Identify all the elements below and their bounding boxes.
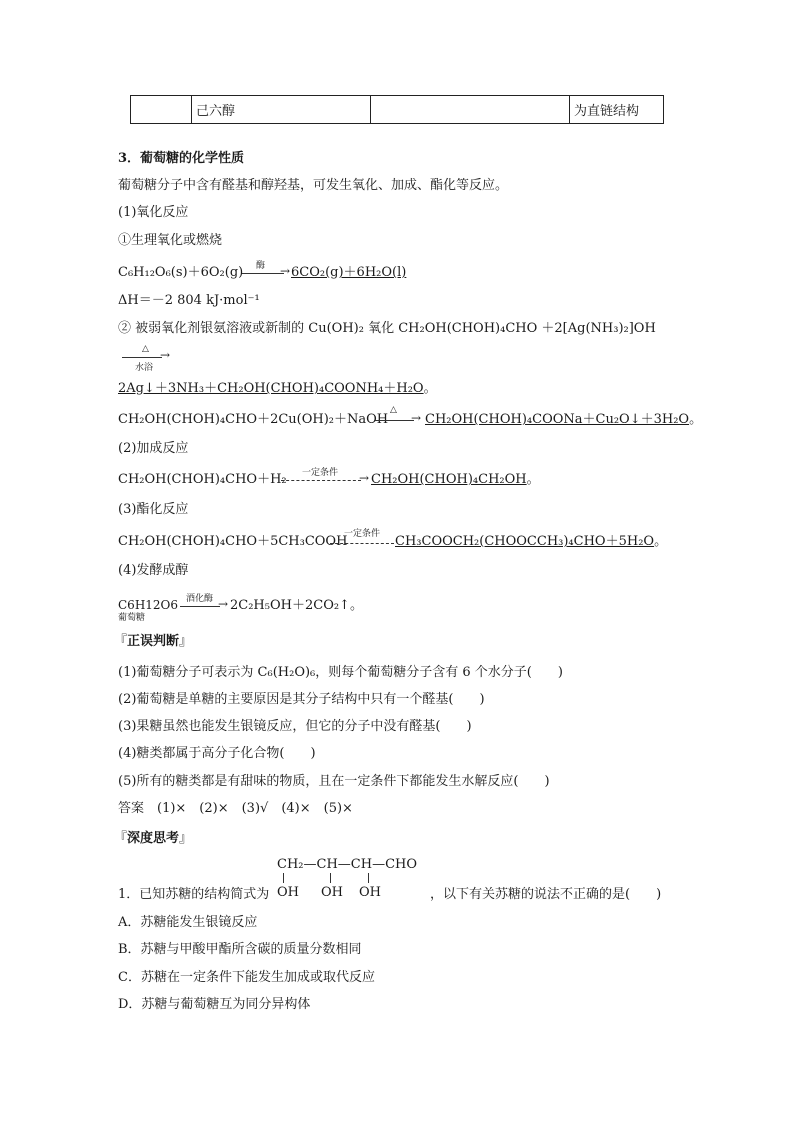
eq5-right: CH₃COOCH₂(CHOOCCH₃)₄CHO＋5H₂O: [395, 534, 655, 549]
table-cell-2: 己六醇: [192, 96, 371, 124]
deep-title: 『 深度思考 』: [114, 831, 192, 847]
struct-oh-2: OH: [321, 885, 343, 900]
eq6-condition: 酒化酶: [186, 594, 214, 604]
eq1-condition: 酶: [256, 261, 266, 271]
eq6-left: C6H12O6: [118, 598, 179, 612]
eq1-left: C₆H₁₂O₆(s)＋6O₂(g): [118, 265, 244, 280]
eq1-arrow-head: →: [280, 264, 291, 278]
eq1-enthalpy: ΔH＝－2 804 kJ·mol⁻¹: [118, 293, 260, 308]
struct-bond-3: [368, 873, 369, 883]
table-row: [131, 96, 664, 124]
eq4-right: CH₂OH(CHOH)₄CH₂OH: [371, 472, 527, 487]
option-d: D．苏糖与葡萄糖互为同分异构体: [118, 997, 311, 1012]
judgement-item-5: (5)所有的糖类都是有甜味的物质，且在一定条件下都能发生水解反应( ): [118, 774, 550, 789]
section-intro: 葡萄糖分子中含有醛基和醇羟基，可发生氧化、加成、酯化等反应。: [118, 178, 509, 193]
option-a: A．苏糖能发生银镜反应: [118, 915, 258, 930]
eq4-arrow-line: [281, 480, 361, 481]
ester-title: (3)酯化反应: [118, 502, 189, 517]
eq4-condition: 一定条件: [302, 468, 339, 478]
question-1-prefix: 1．已知苏糖的结构简式为: [118, 887, 270, 902]
eq3-arrow-line: [374, 420, 414, 421]
eq3-condition: △: [390, 405, 397, 415]
eq6-right: 2C₂H₅OH＋2CO₂↑。: [230, 598, 363, 613]
eq2-right: 2Ag↓＋3NH₃＋CH₂OH(CHOH)₄COONH₄＋H₂O: [118, 381, 424, 396]
eq2-condition-bottom: 水浴: [135, 363, 154, 373]
eq6-arrow-line: [180, 606, 220, 607]
eq2-condition-top: △: [142, 344, 149, 354]
eq1-arrow-line: [242, 273, 284, 274]
eq1-right: 6CO₂(g)＋6H₂O(l): [291, 265, 407, 280]
eq3-arrow-head: →: [411, 411, 422, 425]
eq2-arrow-line: [122, 357, 162, 358]
judgement-title: 『 正误判断 』: [114, 634, 192, 650]
eq3-left: CH₂OH(CHOH)₄CHO＋2Cu(OH)₂＋NaOH: [118, 412, 389, 427]
option-b: B．苏糖与甲酸甲酯所含碳的质量分数相同: [118, 942, 362, 957]
table-cell-3: [371, 96, 570, 124]
eq6-arrow-head: →: [218, 597, 229, 611]
eq4-arrow-head: →: [359, 471, 370, 485]
eq4-end: 。: [526, 472, 540, 487]
struct-formula-top: CH₂—CH—CH—CHO: [277, 857, 418, 872]
bio-oxidation-label: ①生理氧化或燃烧: [118, 233, 223, 248]
option-c: C．苏糖在一定条件下能发生加成或取代反应: [118, 970, 375, 985]
judgement-item-2: (2)葡萄糖是单糖的主要原因是其分子结构中只有一个醛基( ): [118, 692, 485, 707]
struct-bond-1: [283, 873, 284, 883]
addition-title: (2)加成反应: [118, 441, 189, 456]
eq2-arrow-head: →: [160, 348, 171, 362]
eq5-left: CH₂OH(CHOH)₄CHO＋5CH₃COOH: [118, 534, 348, 549]
section-heading: 3．葡萄糖的化学性质: [118, 151, 245, 166]
eq4-left: CH₂OH(CHOH)₄CHO＋H₂: [118, 472, 287, 487]
judgement-item-4: (4)糖类都属于高分子化合物( ): [118, 746, 316, 761]
eq4-line: [371, 472, 540, 488]
eq2-end: 。: [423, 381, 437, 396]
eq5-condition: 一定条件: [344, 529, 381, 539]
weak-oxidation-text: ② 被弱氧化剂银氨溶液或新制的 Cu(OH)₂ 氧化 CH₂OH(CHOH)₄CHO ＋2[Ag(NH₃)₂]OH: [118, 321, 656, 336]
eq3-line: [425, 412, 702, 428]
struct-oh-3: OH: [359, 885, 381, 900]
eq5-arrow-line: [330, 543, 394, 544]
question-1-suffix: ，以下有关苏糖的说法不正确的是( ): [430, 887, 662, 902]
table-cell-4: 为直链结构: [570, 96, 664, 124]
struct-oh-1: OH: [277, 885, 299, 900]
eq5-line: [395, 534, 667, 550]
judgement-item-3: (3)果糖虽然也能发生银镜反应，但它的分子中没有醛基( ): [118, 719, 472, 734]
judgement-item-1: (1)葡萄糖分子可表示为 C₆(H₂O)₆，则每个葡萄糖分子含有 6 个水分子( ): [118, 665, 563, 680]
oxidation-title: (1)氧化反应: [118, 205, 189, 220]
eq5-end: 。: [654, 534, 668, 549]
eq2-line: [118, 381, 437, 397]
eq3-right: CH₂OH(CHOH)₄COONa＋Cu₂O↓＋3H₂O: [425, 412, 690, 427]
eq6-sublabel: 葡萄糖: [118, 613, 146, 623]
table-cell-1: [131, 96, 192, 124]
struct-bond-2: [330, 873, 331, 883]
judgement-answer: 答案 (1)× (2)× (3)√ (4)× (5)×: [118, 801, 353, 816]
ferment-title: (4)发酵成醇: [118, 563, 189, 578]
eq3-end: 。: [689, 412, 703, 427]
top-table: [130, 95, 664, 124]
